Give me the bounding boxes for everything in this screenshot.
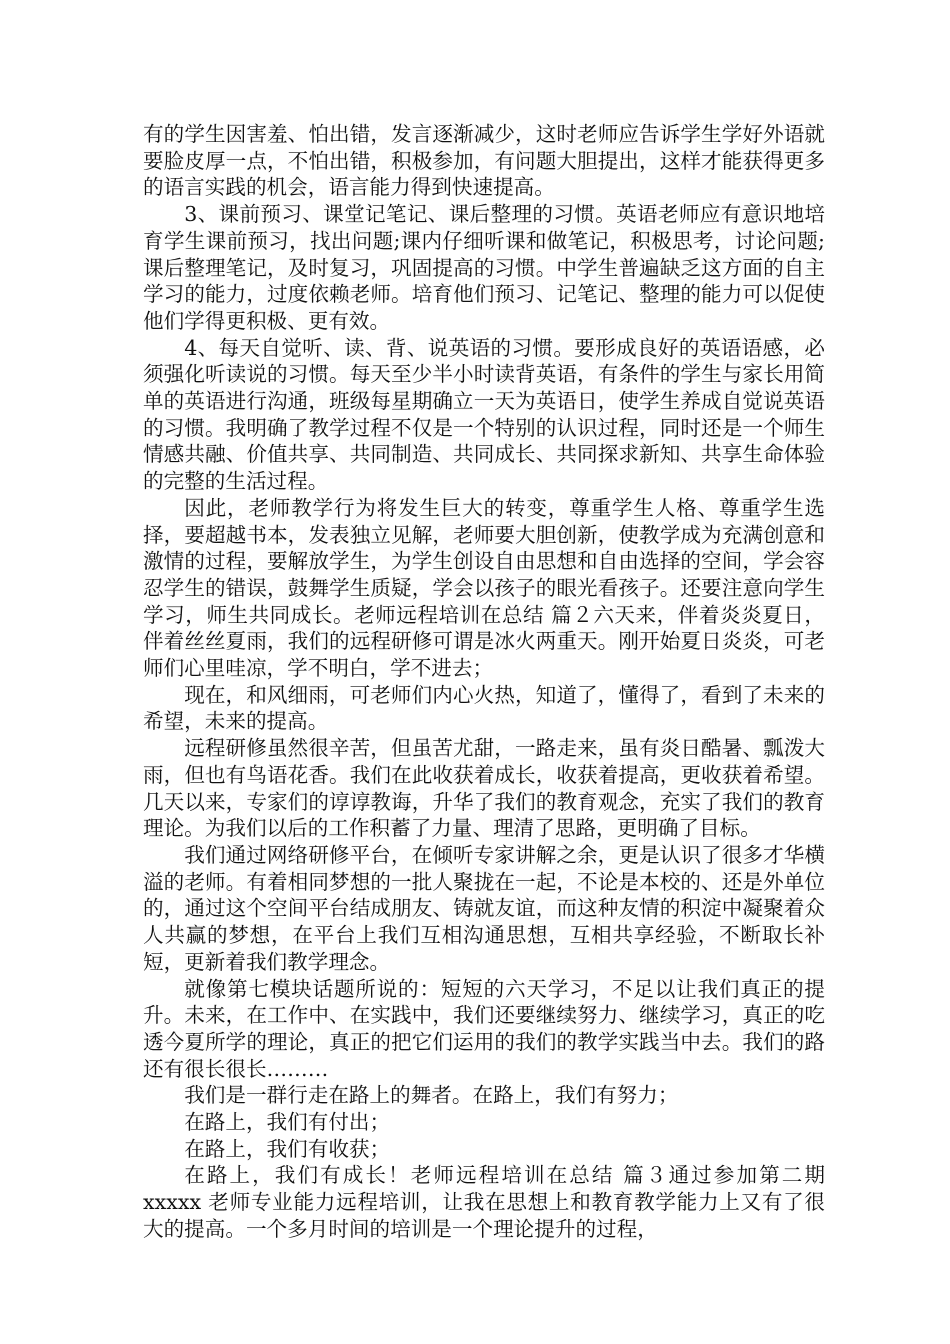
paragraph-7: 我们通过网络研修平台，在倾听专家讲解之余，更是认识了很多才华横溢的老师。有着相同梦想的一批人聚拢在一起，不论是本校的、还是外单位的，通过这个空间平台结成朋友、铸就友谊，而这种友情的积淀中凝聚着众人共赢的梦想，在平台上我们互相沟通思想，互相共享经验，不断取长补短，更新着我们教学理念。 [143,842,825,974]
paragraph-6: 远程研修虽然很辛苦，但虽苦尤甜，一路走来，虽有炎日酷暑、瓢泼大雨，但也有鸟语花香。我们在此收获着成长，收获着提高，更收获着希望。几天以来，专家们的谆谆教诲，升华了我们的教育观念，充实了我们的教育理论。为我们以后的工作积蓄了力量、理清了思路，更明确了目标。 [143,736,825,841]
document-body [143,121,825,1243]
paragraph-5: 现在，和风细雨，可老师们内心火热，知道了，懂得了，看到了未来的希望，未来的提高。 [143,682,825,734]
paragraph-2: 3、课前预习、课堂记笔记、课后整理的习惯。英语老师应有意识地培育学生课前预习，找出问题;课内仔细听课和做笔记，积极思考，讨论问题;课后整理笔记，及时复习，巩固提高的习惯。中学生普遍缺乏这方面的自主学习的能力，过度依赖老师。培育他们预习、记笔记、整理的能力可以促使他们学得更积极、更有效。 [143,202,825,333]
paragraph-3: 4、每天自觉听、读、背、说英语的习惯。要形成良好的英语语感，必须强化听读说的习惯。每天至少半小时读背英语，有条件的学生与家长用简单的英语进行沟通，班级每星期确立一天为英语日，使学生养成自觉说英语的习惯。我明确了教学过程不仅是一个特别的认识过程，同时还是一个师生情感共融、价值共享、共同制造、共同成长、共同探求新知、共享生命体验的完整的生活过程。 [143,335,825,494]
paragraph-12: 在路上，我们有成长！老师远程培训在总结 篇３通过参加第二期 xxxxx 老师专业能力远程培训，让我在思想上和教育教学能力上又有了很大的提高。一个多月时间的培训是一个理论提升的过程， [143,1163,825,1241]
paragraph-8: 就像第七模块话题所说的：短短的六天学习，不足以让我们真正的提升。未来，在工作中、在实践中，我们还要继续努力、继续学习，真正的吃透今夏所学的理论，真正的把它们运用的我们的教学实践当中去。我们的路还有很长很长……… [143,976,825,1081]
paragraph-9: 我们是一群行走在路上的舞者。在路上，我们有努力； [184,1083,679,1108]
paragraph-10: 在路上，我们有付出； [184,1110,391,1135]
paragraph-4: 因此，老师教学行为将发生巨大的转变，尊重学生人格、尊重学生选择，要超越书本，发表独立见解，老师要大胆创新，使教学成为充满创意和激情的过程，要解放学生，为学生创设自由思想和自由选择的空间，学会容忍学生的错误，鼓舞学生质疑，学会以孩子的眼光看孩子。还要注意向学生学习，师生共同成长。老师远程培训在总结 篇２六天来，伴着炎炎夏日，伴着丝丝夏雨，我们的远程研修可谓是冰火两重天。刚开始夏日炎炎，可老师们心里哇凉，学不明白，学不进去； [143,495,825,681]
paragraph-11: 在路上，我们有收获； [184,1136,391,1161]
paragraph-1: 有的学生因害羞、怕出错，发言逐渐减少，这时老师应告诉学生学好外语就要脸皮厚一点，不怕出错，积极参加，有问题大胆提出，这样才能获得更多的语言实践的机会，语言能力得到快速提高。 [143,122,825,200]
